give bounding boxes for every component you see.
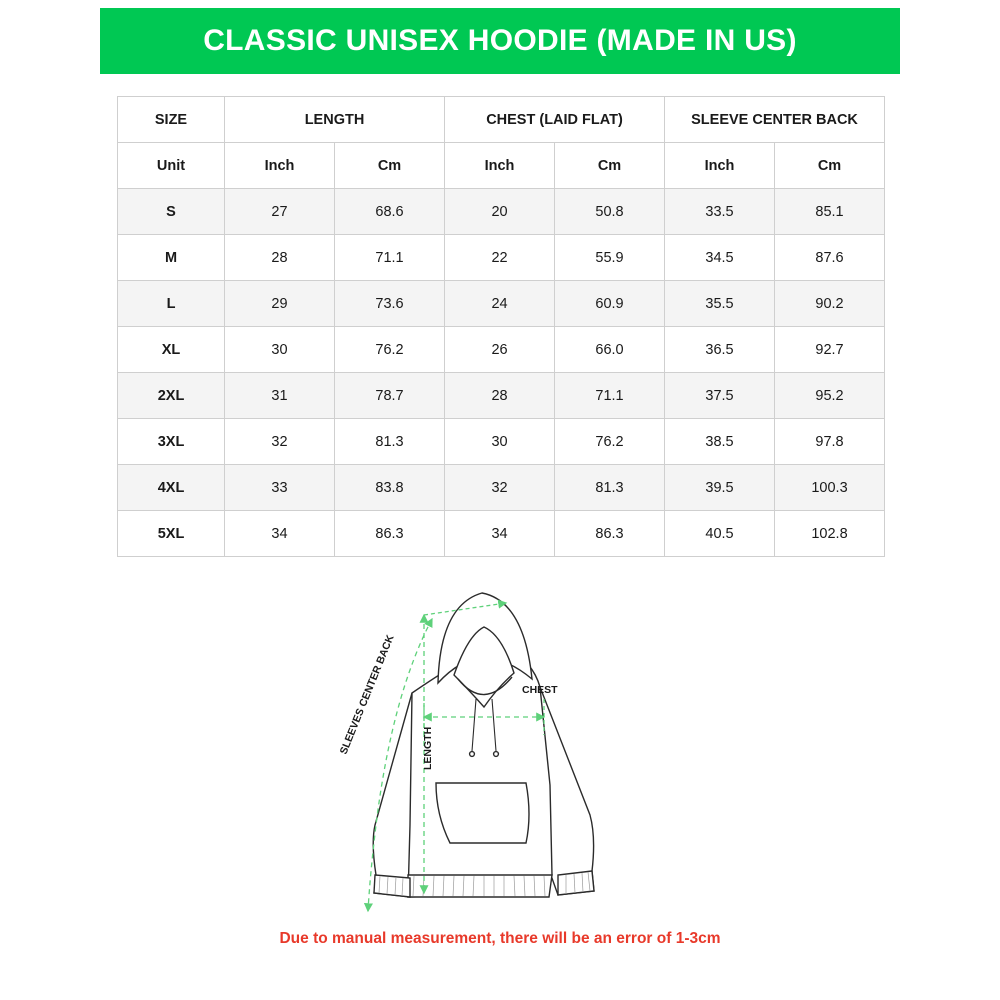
cell-sleeve-cm: 92.7 (775, 327, 885, 373)
length-label: LENGTH (422, 726, 434, 770)
unit-chest-cm: Cm (555, 143, 665, 189)
cell-length-cm: 71.1 (335, 235, 445, 281)
table-row (118, 511, 885, 557)
table-row (118, 327, 885, 373)
unit-sleeve-cm: Cm (775, 143, 885, 189)
cell-length-inch: 29 (225, 281, 335, 327)
hoodie-measurement-diagram (300, 575, 700, 920)
cell-size: XL (118, 327, 225, 373)
cell-chest-cm: 60.9 (555, 281, 665, 327)
cell-sleeve-cm: 102.8 (775, 511, 885, 557)
cell-chest-cm: 66.0 (555, 327, 665, 373)
cell-chest-inch: 28 (445, 373, 555, 419)
unit-label: Unit (118, 143, 225, 189)
hoodie-illustration (373, 593, 594, 897)
cell-sleeve-inch: 38.5 (665, 419, 775, 465)
cell-sleeve-inch: 33.5 (665, 189, 775, 235)
cell-sleeve-inch: 36.5 (665, 327, 775, 373)
cell-sleeve-cm: 85.1 (775, 189, 885, 235)
size-chart-table (117, 96, 883, 557)
header-length: LENGTH (225, 97, 445, 143)
cell-sleeve-cm: 100.3 (775, 465, 885, 511)
cell-size: S (118, 189, 225, 235)
cell-size: 5XL (118, 511, 225, 557)
header-sleeve: SLEEVE CENTER BACK (665, 97, 885, 143)
cell-chest-cm: 50.8 (555, 189, 665, 235)
cell-length-cm: 81.3 (335, 419, 445, 465)
cell-sleeve-inch: 37.5 (665, 373, 775, 419)
header-banner (100, 8, 900, 74)
cell-chest-inch: 26 (445, 327, 555, 373)
cell-length-inch: 34 (225, 511, 335, 557)
cell-chest-inch: 30 (445, 419, 555, 465)
table-row (118, 189, 885, 235)
cell-size: 2XL (118, 373, 225, 419)
table-row (118, 419, 885, 465)
cell-size: L (118, 281, 225, 327)
cell-chest-inch: 20 (445, 189, 555, 235)
chest-label: CHEST (522, 684, 558, 696)
cell-chest-inch: 24 (445, 281, 555, 327)
cell-sleeve-cm: 95.2 (775, 373, 885, 419)
sleeve-label: SLEEVES CENTER BACK (337, 633, 397, 757)
cell-length-inch: 31 (225, 373, 335, 419)
unit-length-cm: Cm (335, 143, 445, 189)
header-size: SIZE (118, 97, 225, 143)
cell-chest-inch: 22 (445, 235, 555, 281)
header-chest: CHEST (LAID FLAT) (445, 97, 665, 143)
table-row (118, 465, 885, 511)
table-unit-row (118, 143, 885, 189)
unit-sleeve-inch: Inch (665, 143, 775, 189)
table-row (118, 281, 885, 327)
cell-chest-inch: 32 (445, 465, 555, 511)
cell-length-cm: 83.8 (335, 465, 445, 511)
cell-sleeve-cm: 97.8 (775, 419, 885, 465)
table-row (118, 235, 885, 281)
page-title: CLASSIC UNISEX HOODIE (MADE IN US) (203, 24, 797, 57)
cell-chest-cm: 81.3 (555, 465, 665, 511)
cell-length-cm: 78.7 (335, 373, 445, 419)
cell-length-cm: 73.6 (335, 281, 445, 327)
cell-length-inch: 30 (225, 327, 335, 373)
cell-chest-cm: 76.2 (555, 419, 665, 465)
measurement-note: Due to manual measurement, there will be an error of 1-3cm (279, 930, 721, 947)
cell-sleeve-cm: 90.2 (775, 281, 885, 327)
cell-sleeve-cm: 87.6 (775, 235, 885, 281)
cell-chest-cm: 55.9 (555, 235, 665, 281)
cell-length-cm: 68.6 (335, 189, 445, 235)
cell-size: 4XL (118, 465, 225, 511)
cell-length-inch: 32 (225, 419, 335, 465)
cell-length-cm: 76.2 (335, 327, 445, 373)
table-group-header-row (118, 97, 885, 143)
cell-length-inch: 33 (225, 465, 335, 511)
cell-length-inch: 28 (225, 235, 335, 281)
cell-sleeve-inch: 35.5 (665, 281, 775, 327)
cell-length-cm: 86.3 (335, 511, 445, 557)
cell-length-inch: 27 (225, 189, 335, 235)
cell-size: 3XL (118, 419, 225, 465)
cell-sleeve-inch: 34.5 (665, 235, 775, 281)
cell-sleeve-inch: 39.5 (665, 465, 775, 511)
table-row (118, 373, 885, 419)
cell-chest-cm: 86.3 (555, 511, 665, 557)
unit-length-inch: Inch (225, 143, 335, 189)
cell-sleeve-inch: 40.5 (665, 511, 775, 557)
cell-chest-inch: 34 (445, 511, 555, 557)
cell-chest-cm: 71.1 (555, 373, 665, 419)
unit-chest-inch: Inch (445, 143, 555, 189)
cell-size: M (118, 235, 225, 281)
